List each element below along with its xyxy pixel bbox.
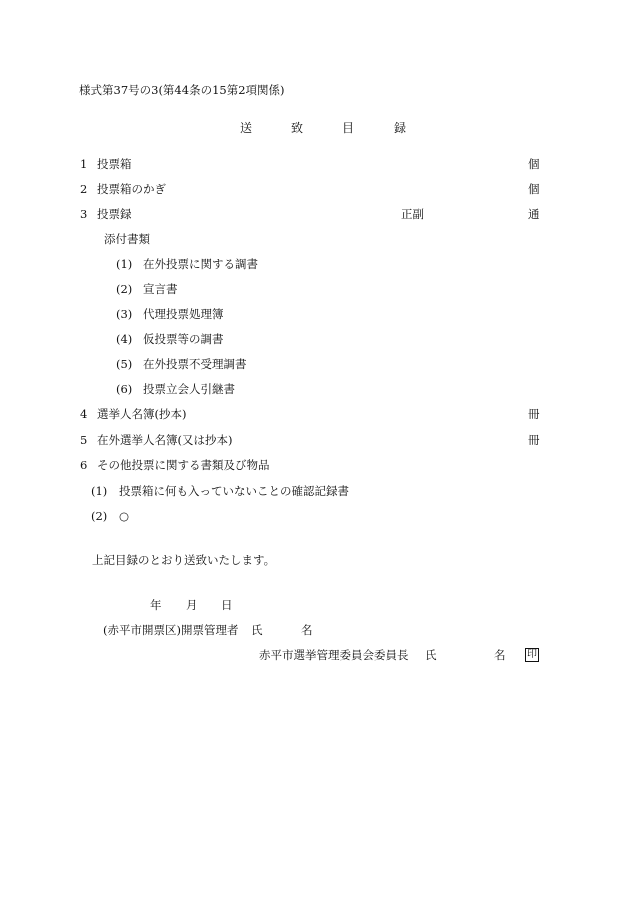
item-label: 選挙人名簿(抄本) [97,407,187,421]
date-year: 年 [150,598,162,612]
item-number: 1 [80,157,88,171]
sender-org: (赤平市開票区)開票管理者 [103,623,239,637]
date-day: 日 [221,598,233,612]
item-unit: 冊 [528,407,540,421]
item-number: 3 [80,207,88,221]
title-char: 目 [342,121,355,135]
sender-shi: 氏 [251,623,263,637]
item-copies: 正副 [401,207,424,221]
recipient-mei: 名 [494,648,506,662]
item-unit: 通 [528,207,540,221]
item-label: 投票箱 [97,157,132,171]
item-unit: 個 [528,157,540,171]
item-number: 5 [80,433,88,447]
other-item-number: (1) [91,484,108,498]
title-char: 録 [394,121,407,135]
attachment-label: 在外投票に関する調書 [143,257,258,271]
date-month: 月 [186,598,198,612]
form-header: 様式第37号の3(第44条の15第2項関係) [79,83,285,97]
attachment-label: 在外投票不受理調書 [143,357,247,371]
item-label: その他投票に関する書類及び物品 [97,458,270,472]
item-number: 2 [80,182,88,196]
item-unit: 個 [528,182,540,196]
item-number: 6 [80,458,88,472]
item-label: 在外選挙人名簿(又は抄本) [97,433,233,447]
attachment-number: (1) [116,257,133,271]
item-label: 投票箱のかぎ [97,182,166,196]
attachment-number: (3) [116,307,133,321]
attachment-number: (4) [116,332,133,346]
closing-statement: 上記目録のとおり送致いたします。 [92,553,276,567]
title-char: 致 [291,121,304,135]
attachment-label: 宣言書 [143,282,178,296]
title-char: 送 [240,121,253,135]
item-number: 4 [80,407,88,421]
item-label: 投票録 [97,207,132,221]
recipient-shi: 氏 [425,648,437,662]
document-title [240,121,406,135]
attachment-label: 代理投票処理簿 [143,307,224,321]
other-item-label: ○ [119,509,130,523]
attachment-number: (5) [116,357,133,371]
item-unit: 冊 [528,433,540,447]
other-item-label: 投票箱に何も入っていないことの確認記録書 [119,484,349,498]
attachment-number: (2) [116,282,133,296]
attachment-number: (6) [116,382,133,396]
attachment-label: 仮投票等の調書 [143,332,224,346]
sender-mei: 名 [301,623,313,637]
attachments-label: 添付書類 [104,232,150,246]
seal-stamp: 印 [527,649,537,660]
attachment-label: 投票立会人引継書 [143,382,235,396]
recipient-org: 赤平市選挙管理委員会委員長 [259,648,409,662]
other-item-number: (2) [91,509,108,523]
